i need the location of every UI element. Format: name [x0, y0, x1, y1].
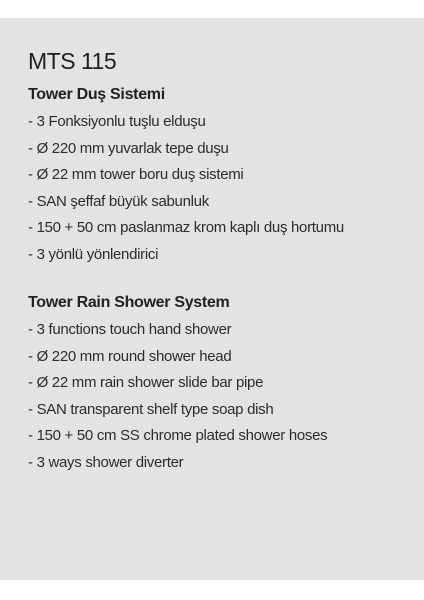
list-item: - Ø 22 mm tower boru duş sistemi [28, 166, 244, 183]
feature-list-english [28, 317, 424, 476]
list-item: - SAN transparent shelf type soap dish [28, 400, 274, 418]
list-item: - Ø 220 mm yuvarlak tepe duşu [28, 139, 229, 157]
list-item: - 150 + 50 cm paslanmaz krom kaplı duş hortumu [28, 219, 344, 236]
section-english [28, 292, 424, 476]
spec-panel [0, 18, 424, 580]
feature-list-turkish [28, 109, 424, 268]
list-item: - 3 yönlü yönlendirici [28, 245, 159, 263]
list-item: - 3 functions touch hand shower [28, 321, 232, 338]
section-title-turkish: Tower Duş Sistemi [28, 86, 165, 103]
section-turkish [28, 84, 424, 268]
list-item: - 3 ways shower diverter [28, 453, 184, 471]
list-item: - 3 Fonksiyonlu tuşlu elduşu [28, 113, 206, 130]
list-item: - Ø 22 mm rain shower slide bar pipe [28, 374, 264, 391]
section-title-english: Tower Rain Shower System [28, 294, 230, 311]
list-item: - SAN şeffaf büyük sabunluk [28, 192, 209, 210]
model-title: MTS 115 [28, 48, 117, 74]
list-item: - 150 + 50 cm SS chrome plated shower hoses [28, 427, 328, 444]
list-item: - Ø 220 mm round shower head [28, 347, 232, 365]
